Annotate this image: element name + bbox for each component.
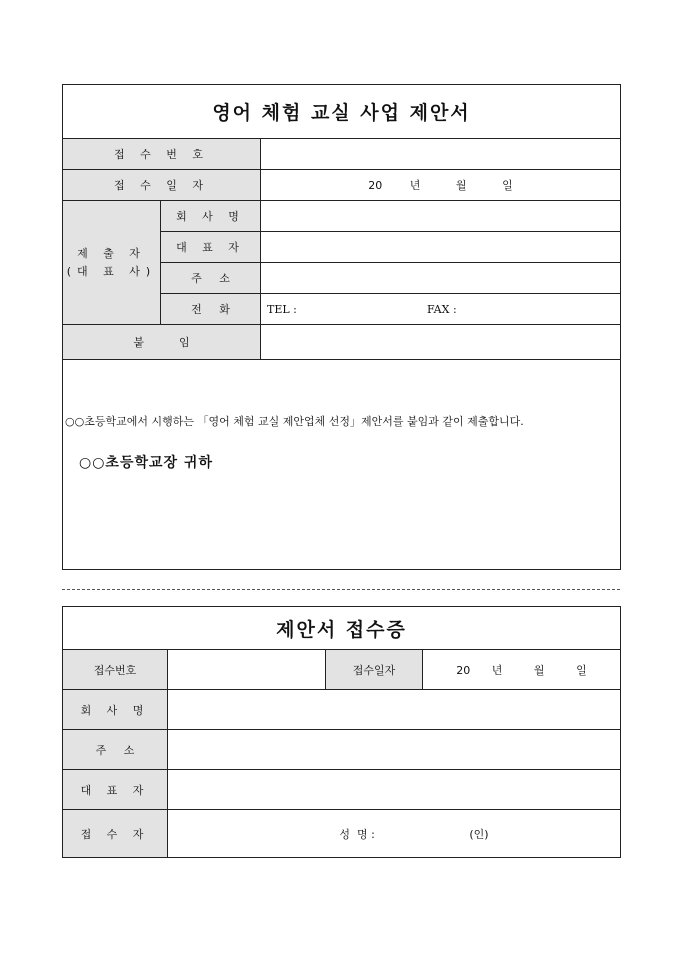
attachment-field[interactable] <box>261 325 621 360</box>
address-label: 주 소 <box>63 730 168 770</box>
proposal-title: 영어 체험 교실 사업 제안서 <box>63 85 621 139</box>
representative-label: 대 표 자 <box>161 232 261 263</box>
attachment-label: 붙 임 <box>63 325 261 360</box>
company-field[interactable] <box>261 201 621 232</box>
receipt-form <box>62 606 621 858</box>
body-text: ○○초등학교에서 시행하는 「영어 체험 교실 제안업체 선정」제안서를 붙임과 같이 제출합니다. <box>65 415 524 428</box>
submitter-label: 제 출 자 (대 표 사) <box>63 201 161 325</box>
addressee: ○○초등학교장 귀하 <box>79 455 213 471</box>
cut-line <box>62 589 620 590</box>
company-label: 회 사 명 <box>161 201 261 232</box>
address-field[interactable] <box>261 263 621 294</box>
proposal-form <box>62 84 621 570</box>
address-label: 주 소 <box>161 263 261 294</box>
receiver-label: 접 수 자 <box>63 810 168 858</box>
company-label: 회 사 명 <box>63 690 168 730</box>
representative-field[interactable] <box>168 770 621 810</box>
receipt-date-label: 접 수 일 자 <box>63 170 261 201</box>
receipt-date-field[interactable]: 20 년 월 일 <box>261 170 621 201</box>
tel-label: TEL : <box>267 302 297 316</box>
receipt-title: 제안서 접수증 <box>63 607 621 650</box>
representative-field[interactable] <box>261 232 621 263</box>
address-field[interactable] <box>168 730 621 770</box>
fax-label: FAX : <box>427 302 457 316</box>
receipt-no-label: 접 수 번 호 <box>63 139 261 170</box>
seal-label: (인) <box>469 827 489 841</box>
representative-label: 대 표 자 <box>63 770 168 810</box>
receipt-date-field[interactable]: 20 년 월 일 <box>423 650 621 690</box>
company-field[interactable] <box>168 690 621 730</box>
receipt-no-field[interactable] <box>261 139 621 170</box>
receiver-field[interactable] <box>168 810 621 858</box>
receipt-no-label: 접수번호 <box>63 650 168 690</box>
name-label: 성 명 : <box>339 827 375 841</box>
receipt-date-label: 접수일자 <box>326 650 423 690</box>
proposal-body <box>63 360 621 570</box>
phone-label: 전 화 <box>161 294 261 325</box>
phone-field[interactable] <box>261 294 621 325</box>
receipt-no-field[interactable] <box>168 650 326 690</box>
